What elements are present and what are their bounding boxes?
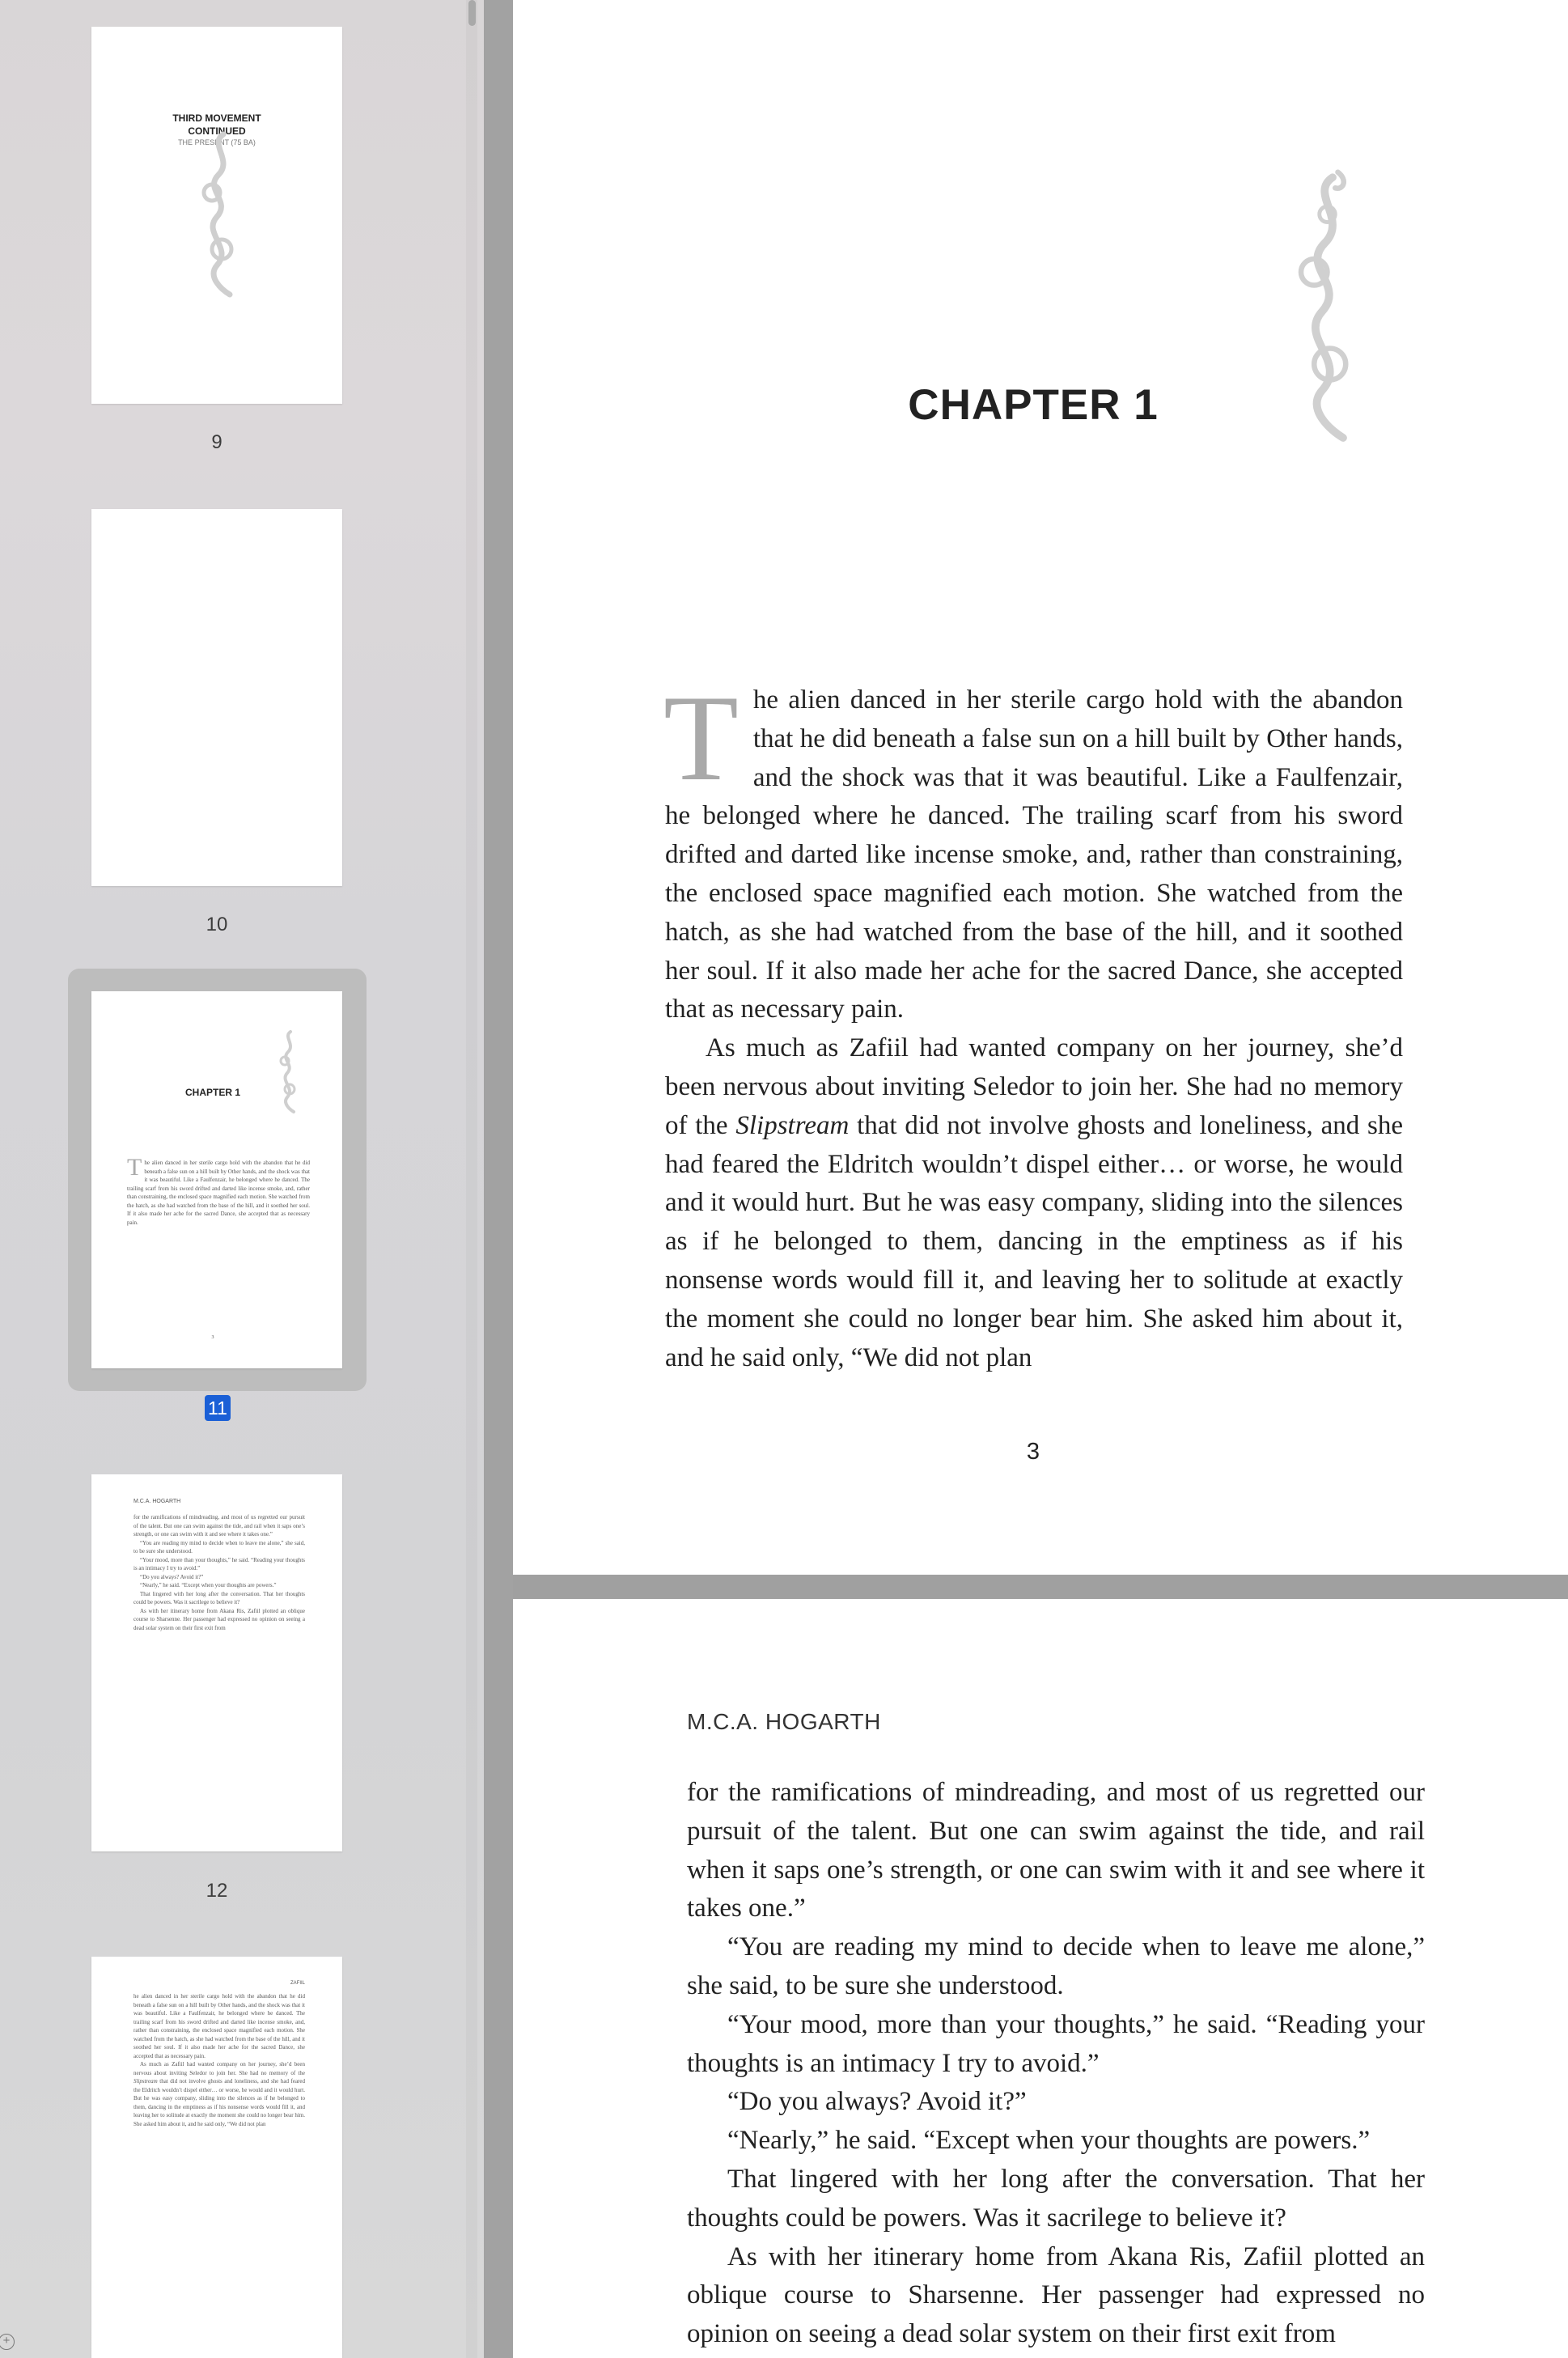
drop-cap: T — [663, 670, 739, 806]
running-header: M.C.A. HOGARTH — [687, 1709, 881, 1734]
page-thumbnail-13[interactable] — [91, 1957, 342, 2358]
page-thumbnail-10[interactable] — [91, 509, 342, 886]
thumb-title: THIRD MOVEMENT — [172, 112, 261, 124]
paragraph: That lingered with her long after the conversation. That her thoughts could be powers. Was it sacrilege to believe it? — [687, 2164, 1425, 2233]
paragraph: As with her itinerary home from Akana Ris, Zafiil plotted an oblique course to Sharsenne. Her passenger had expressed no opinion on seeing a dead solar system on their first exit from — [687, 2241, 1425, 2349]
paragraph: “You are reading my mind to decide when to leave me alone,” she said, to be sure she understood. — [687, 1932, 1425, 2000]
document-page-3 — [513, 0, 1568, 1575]
add-page-icon[interactable]: + — [0, 2334, 15, 2350]
sidebar-divider[interactable] — [484, 0, 513, 2358]
thumbnail-label-11-selected: 11 — [205, 1395, 231, 1421]
page-thumbnail-9[interactable] — [91, 27, 342, 404]
page-number: 3 — [1026, 1439, 1040, 1465]
thumb-running-header: M.C.A. HOGARTH — [133, 1499, 181, 1504]
chapter-body-text — [687, 1774, 1425, 2354]
paragraph-1: The alien danced in her sterile cargo hold with the abandon that he did beneath a false sun on a hill built by Other hands, and the shock was that it was beautiful. Like a Faulfenzair, he belonged where he danced. The trailing scarf from his sword drifted and darted like incense smoke, and, rather than constraining, the enclosed space magnified each motion. She watched from the hatch, as she had watched from the base of the hill, and it soothed her soul. If it also made her ache for the sacred Dance, she accepted that as necessary pain. — [663, 670, 1403, 1024]
paragraph-2: As much as Zafiil had wanted company on her journey, she’d been nervous about inviting Seledor to join her. She had no memory of the Slipstream that did not involve ghosts and loneliness, and she had feared the Eldritch wouldn’t dispel either… or worse, he would and it would hurt. But he was easy company, sliding into the silences as if he belonged to them, dancing in the emptiness as if his nonsense words would fill it, and leaving her to solitude at exactly the moment she could no longer bear him. She asked him about it, and he said only, “We did not plan — [665, 1033, 1403, 1372]
paragraph: for the ramifications of mindreading, and most of us regretted our pursuit of the talent. But one can swim against the tide, and rail when it saps one’s strength, or one can swim with it and see where it takes one.” — [687, 1778, 1425, 1923]
page-gap — [513, 1575, 1568, 1599]
sidebar-scroll-thumb[interactable] — [468, 0, 476, 26]
thumb-text-block: for the ramifications of mindreading, and most of us regretted our pursuit of the talent. But one can swim against the tide, and rail when it saps one’s strength, or one can swim with it and see where it takes one.” “You are reading my mind to decide when to leave me alone,” she said, to be sure she understood. “Your mood, more than your thoughts,” he said. “Reading your thoughts is an intimacy I try to avoid.” “Do you always? Avoid it?” “Nearly,” he said. “Except when your thoughts are powers.” That lingered with her long after the conversation. That her thoughts could be powers. Was it sacrilege to believe it? As with her itinerary home from Akana Ris, Zafiil plotted an oblique course to Sharsenne. Her passenger had expressed no opinion on seeing a dead solar system on their first exit from — [133, 1514, 305, 1631]
thumb-text-block: he alien danced in her sterile cargo hold with the abandon that he did beneath a false sun on a hill built by Other hands, and the shock was that it was beautiful. Like a Faulfenzair, he belonged where he danced. The trailing scarf from his sword drifted and darted like incense smoke, and, rather than constraining, the enclosed space magnified each motion. She watched from the hatch, as she had watched from the base of the hill, and it soothed her soul. If it also made her ache for the sacred Dance, she accepted that as necessary pain. As much as Zafiil had wanted company on her journey, she’d been nervous about inviting Seledor to join her. She had no memory of the Slipstream that did not involve ghosts and loneliness, and she had feared the Eldritch wouldn’t dispel either… or worse, he would and it would hurt. But he was easy company, sliding into the silences as if he belonged to them, dancing in the emptiness as if his nonsense words would fill it, and leaving her to solitude at exactly the moment she could no longer bear him. She asked him about it, and he said only, “We did not plan — [133, 1993, 305, 2127]
page-thumbnail-sidebar[interactable] — [0, 0, 484, 2358]
paragraph: “Do you always? Avoid it?” — [727, 2087, 1027, 2117]
paragraph: “Nearly,” he said. “Except when your thoughts are powers.” — [727, 2126, 1371, 2156]
thumbnail-label-12: 12 — [206, 1880, 228, 1902]
chapter-title: CHAPTER 1 — [908, 381, 1159, 429]
thumb-running-header: ZAFIIL — [290, 1981, 305, 1986]
page-thumbnail-12[interactable] — [91, 1474, 342, 1851]
thumbnail-label-9: 9 — [211, 431, 222, 453]
sidebar-scrollbar[interactable] — [466, 0, 477, 2358]
document-page-4 — [513, 1599, 1568, 2358]
thumb-text-block: The alien danced in her sterile cargo hold with the abandon that he did beneath a false sun on a hill built by Other hands, and the shock was that it was beautiful. Like a Faulfenzair, he belonged where he danced. The trailing scarf from his sword drifted and darted like incense smoke, and, rather than constraining, the enclosed space magnified each motion. She watched from the hatch, as she had watched from the base of the hill, and it soothed her soul. If it also made her ache for the sacred Dance, she accepted that as necessary pain. — [127, 1159, 310, 1226]
thumbnail-label-10: 10 — [206, 914, 228, 935]
flourish-ornament-icon — [1269, 121, 1375, 502]
chapter-body-text — [663, 670, 1403, 1377]
page-thumbnail-11[interactable] — [91, 991, 342, 1368]
thumb-page-number: 3 — [211, 1335, 214, 1340]
thumb-title-2: CONTINUED — [188, 125, 246, 137]
flourish-ornament-icon — [271, 1028, 303, 1118]
flourish-ornament-icon — [184, 128, 249, 306]
thumb-subtitle: THE PRESENT (75 BA) — [178, 138, 256, 146]
paragraph: “Your mood, more than your thoughts,” he said. “Reading your thoughts is an intimacy I try to avoid.” — [687, 2009, 1425, 2078]
thumb-chapter-title: CHAPTER 1 — [184, 1087, 240, 1098]
